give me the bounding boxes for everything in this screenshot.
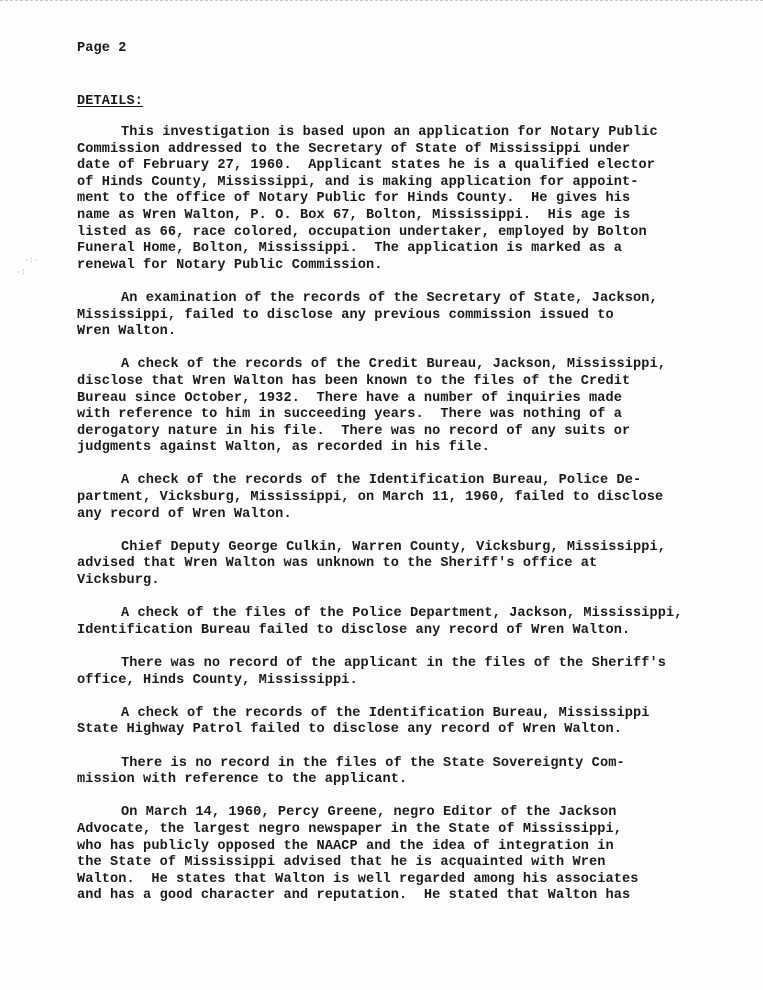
section-heading: DETAILS:: [77, 94, 144, 109]
text-line: An examination of the records of the Secretary of State, Jackson,: [121, 290, 658, 306]
text-line: office, Hinds County, Mississippi.: [77, 672, 358, 688]
text-line: and has a good character and reputation. He stated that Walton has: [77, 888, 631, 904]
text-line: derogatory nature in his file. There was no record of any suits or: [77, 423, 631, 439]
text-line: Advocate, the largest negro newspaper in the State of Mississippi,: [77, 821, 622, 837]
text-line: of Hinds County, Mississippi, and is making application for appoint-: [77, 174, 639, 190]
text-line: who has publicly opposed the NAACP and the idea of integration in: [77, 838, 614, 854]
text-line: On March 14, 1960, Percy Greene, negro Editor of the Jackson: [121, 805, 617, 821]
document-body: [77, 125, 745, 922]
text-line: A check of the records of the Identification Bureau, Police De-: [121, 473, 642, 489]
text-line: Commission addressed to the Secretary of State of Mississippi under: [77, 141, 631, 157]
text-line: A check of the files of the Police Department, Jackson, Mississippi,: [121, 606, 683, 622]
paragraph: [77, 291, 745, 341]
text-line: the State of Mississippi advised that he is acquainted with Wren: [77, 855, 606, 871]
text-line: ment to the office of Notary Public for Hinds County. He gives his: [77, 191, 631, 207]
paragraph: [77, 357, 745, 457]
text-line: partment, Vicksburg, Mississippi, on March 11, 1960, failed to disclose: [77, 490, 664, 506]
text-line: disclose that Wren Walton has been known to the files of the Credit: [77, 373, 631, 389]
text-line: listed as 66, race colored, occupation undertaker, employed by Bolton: [77, 224, 647, 240]
text-line: This investigation is based upon an application for Notary Public: [121, 125, 658, 140]
text-line: name as Wren Walton, P. O. Box 67, Bolton, Mississippi. His age is: [77, 207, 631, 223]
text-line: A check of the records of the Identification Bureau, Mississippi: [121, 705, 650, 721]
text-line: Funeral Home, Bolton, Mississippi. The application is marked as a: [77, 241, 622, 257]
text-line: Wren Walton.: [77, 324, 177, 340]
text-line: There is no record in the files of the State Sovereignty Com-: [121, 755, 625, 771]
page-number: Page 2: [77, 41, 127, 56]
text-line: mission with reference to the applicant.: [77, 772, 408, 788]
text-line: judgments against Walton, as recorded in his file.: [77, 440, 490, 456]
text-line: advised that Wren Walton was unknown to the Sheriff's office at: [77, 556, 598, 572]
paragraph: [77, 473, 745, 523]
paragraph: [77, 125, 745, 274]
text-line: date of February 27, 1960. Applicant states he is a qualified elector: [77, 158, 656, 174]
paragraph: [77, 540, 745, 590]
text-line: There was no record of the applicant in the files of the Sheriff's: [121, 656, 666, 671]
paragraph: [77, 606, 745, 639]
text-line: Identification Bureau failed to disclose any record of Wren Walton.: [77, 622, 631, 638]
paragraph: [77, 706, 745, 739]
text-line: with reference to him in succeeding years. There was nothing of a: [77, 407, 622, 423]
paragraph: [77, 756, 745, 789]
text-line: renewal for Notary Public Commission.: [77, 257, 383, 273]
text-line: any record of Wren Walton.: [77, 506, 292, 522]
text-line: Chief Deputy George Culkin, Warren County, Vicksburg, Mississippi,: [121, 539, 666, 555]
text-line: Walton. He states that Walton is well regarded among his associates: [77, 871, 639, 887]
text-line: A check of the records of the Credit Bureau, Jackson, Mississippi,: [121, 357, 666, 373]
text-line: Bureau since October, 1932. There have a number of inquiries made: [77, 390, 622, 406]
paragraph: [77, 805, 745, 905]
text-line: Mississippi, failed to disclose any previous commission issued to: [77, 307, 614, 323]
scan-artifact: ·:: [16, 268, 26, 277]
text-line: Vicksburg.: [77, 573, 160, 589]
text-line: State Highway Patrol failed to disclose any record of Wren Walton.: [77, 722, 622, 738]
scan-artifact: ·:·: [24, 256, 39, 265]
paragraph: [77, 656, 745, 689]
